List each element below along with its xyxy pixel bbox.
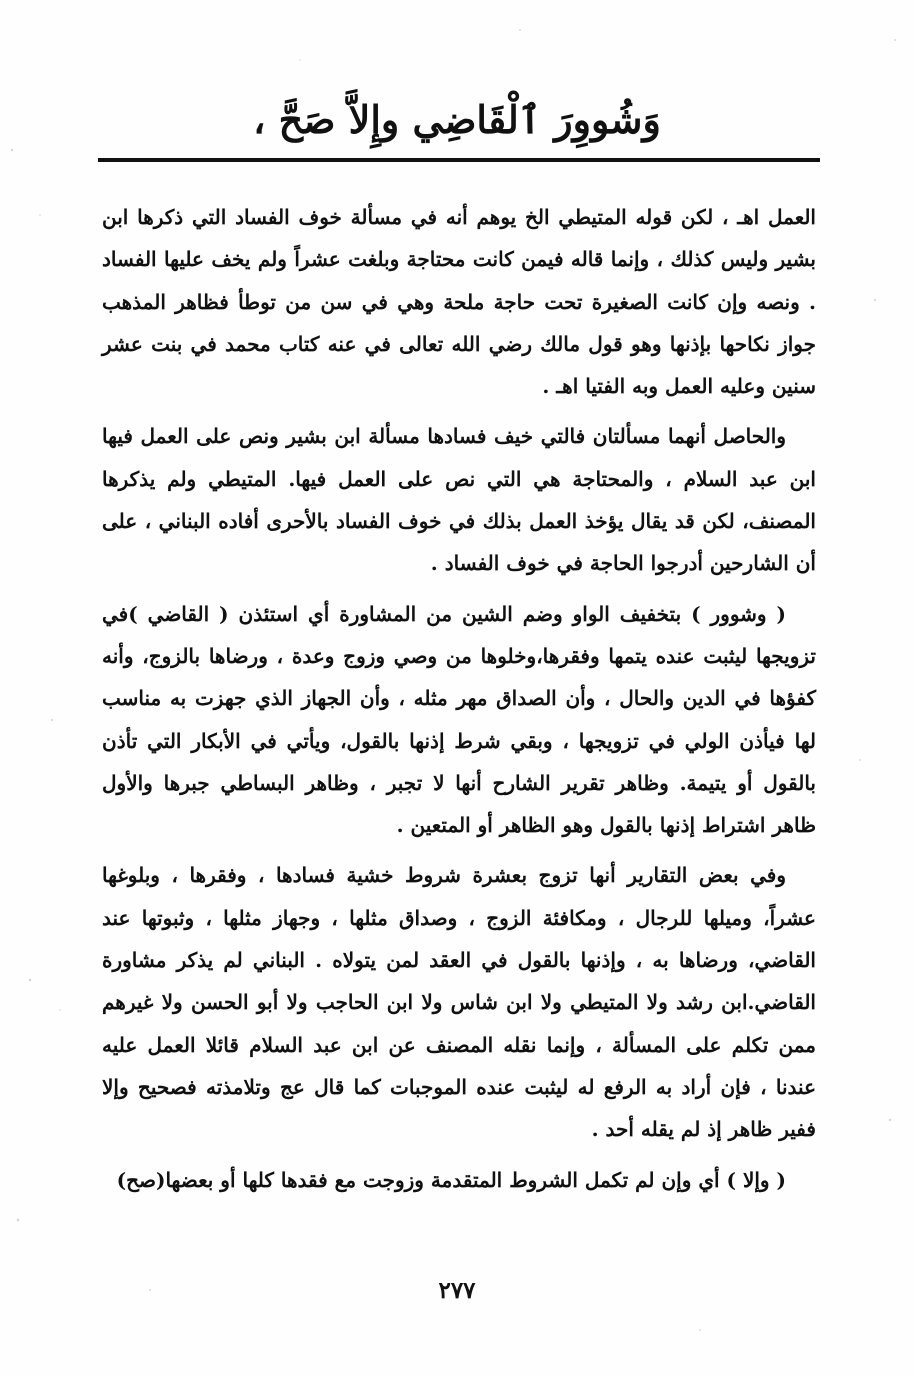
paragraph-4: وفي بعض التقارير أنها تزوج بعشرة شروط خشية فسادها ، وفقرها ، وبلوغها عشراً، وميلها للرجال ، ومكافئة الزوج ، وصداق مثلها ، وجهاز مثلها ، وثبوتها عند القاضي، ورضاها به ، وإذنها بالقول في العقد لمن يتولاه . البناني لم يذكر مشاورة القاضي.ابن رشد ولا المتيطي ولا ابن شاس ولا ابن الحاجب ولا أبو الحسن ولا غيرهم ممن تكلم على المسألة ، وإنما نقله المصنف عن ابن عبد السلام قائلا العمل عليه عندنا ، فإن أراد به الرفع له ليثبت عنده الموجبات كما قال عج وتلامذته فصحيح وإلا ففير ظاهر إذ لم يقله أحد . [102, 863, 816, 1142]
header-rule [98, 158, 820, 162]
page-number: ٢٧٧ [438, 1277, 476, 1304]
paragraph-2: والحاصل أنهما مسألتان فالتي خيف فسادها مسألة ابن بشير ونص على العمل فيها ابن عبد السلام ، والمحتاجة هي التي نص على العمل فيها. المتيطي ولم يذكرها المصنف، لكن قد يقال يؤخذ العمل بذلك في خوف الفساد بالأحرى أفاده البناني ، على أن الشارحين أدرجوا الحاجة في خوف الفساد . [102, 424, 816, 576]
paragraph-5: ( وإلا ) أي وإن لم تكمل الشروط المتقدمة وزوجت مع فقدها كلها أو بعضها(صح) [116, 1167, 786, 1192]
main-text [102, 196, 816, 1209]
running-header: وَشُووِرَ ٱلْقَاضِي وإِلاَّ صَحَّ ، [253, 97, 661, 142]
paragraph-1: العمل اهـ ، لكن قوله المتيطي الخ يوهم أنه في مسألة خوف الفساد التي ذكرها ابن بشير وليس كذلك ، وإنما قاله فيمن كانت محتاجة وبلغت عشراً ولم يخف عليها الفساد . ونصه وإن كانت الصغيرة تحت حاجة ملحة وهي في سن من توطأ فظاهر المذهب جواز نكاحها بإذنها وهو قول مالك رضي الله تعالى في عنه كتاب محمد في بنت عشر سنين وعليه العمل وبه الفتيا اهـ . [102, 205, 816, 399]
paragraph-3: ( وشوور ) بتخفيف الواو وضم الشين من المشاورة أي استئذن ( القاضي )في تزويجها ليثبت عنده يتمها وفقرها،وخلوها من وصي وزوج وعدة ، ورضاها بالزوج، وأنه كفؤها في الدين والحال ، وأن الصداق مهر مثله ، وأن الجهاز الذي جهزت به مناسب لها فيأذن الولي في تزويجها ، وبقي شرط إذنها بالقول، ويأتي في الأبكار التي تأذن بالقول أو يتيمة. وظاهر تقرير الشارح أنها لا تجبر ، وظاهر البساطي جبرها والأول ظاهر اشتراط إذنها بالقول وهو الظاهر أو المتعين . [102, 601, 816, 838]
